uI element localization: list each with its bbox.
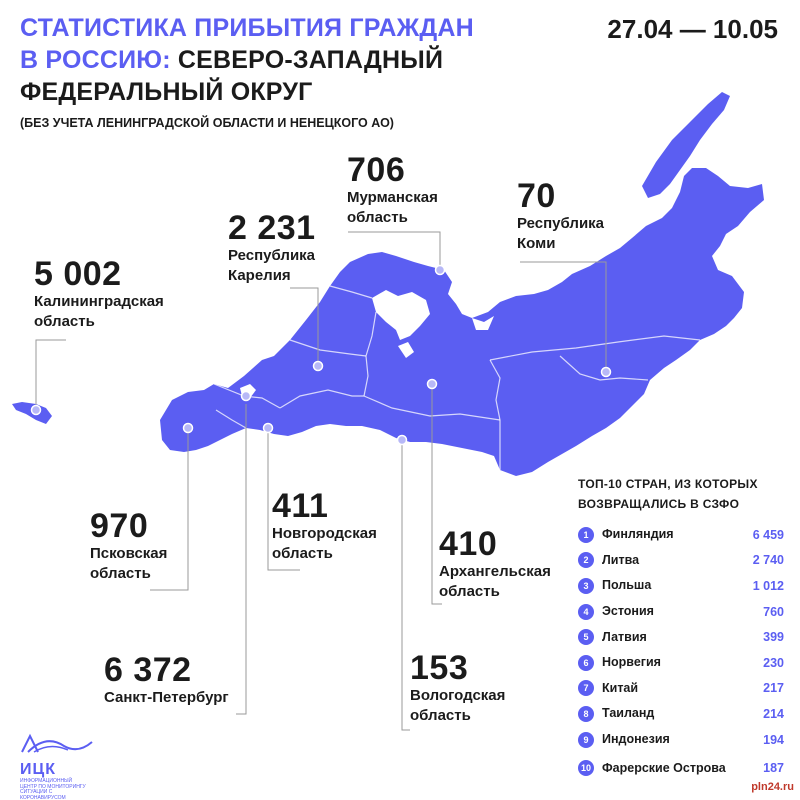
- marker-novgorod: [264, 424, 273, 433]
- top10-row: [578, 624, 784, 650]
- region-pskov: [90, 508, 180, 584]
- region-spb: [104, 652, 254, 708]
- country-name: Фарерские Острова: [602, 760, 726, 775]
- country-name: Латвия: [602, 629, 647, 644]
- country-value: 2 740: [752, 553, 784, 568]
- country-name: Китай: [602, 680, 639, 695]
- region-murmansk: [347, 152, 457, 228]
- region-value-vologda: 153: [410, 649, 469, 687]
- top10-row: [578, 573, 784, 599]
- region-name-pskov: Псковская область: [90, 545, 168, 582]
- subtitle: (БЕЗ УЧЕТА ЛЕНИНГРАДСКОЙ ОБЛАСТИ И НЕНЕЦКОГО АО): [20, 116, 394, 130]
- region-arkhangelsk: [439, 526, 569, 602]
- region-novgorod: [272, 488, 392, 564]
- country-value: 399: [763, 630, 784, 645]
- marker-komi: [602, 368, 611, 377]
- region-name-murmansk: Мурманская область: [347, 189, 438, 226]
- country-name: Эстония: [602, 604, 654, 619]
- country-name: Норвегия: [602, 655, 661, 670]
- rank-badge: 1: [578, 527, 594, 543]
- rank-badge: 3: [578, 578, 594, 594]
- top10-row: [578, 727, 784, 753]
- title-line-3: ФЕДЕРАЛЬНЫЙ ОКРУГ: [20, 78, 313, 106]
- region-name-kaliningrad: Калининградская область: [34, 293, 164, 330]
- title-line-2-accent: В РОССИЮ:: [20, 46, 171, 74]
- country-name: Индонезия: [602, 732, 670, 747]
- region-karelia: [228, 210, 328, 286]
- top10-row: [578, 522, 784, 548]
- region-value-murmansk: 706: [347, 151, 406, 189]
- country-value: 1 012: [752, 578, 784, 593]
- region-kaliningrad: [34, 256, 204, 332]
- top10-row: [578, 701, 784, 727]
- date-range: 27.04 — 10.05: [607, 14, 778, 44]
- top10-panel: [578, 474, 784, 784]
- region-name-novgorod: Новгородская область: [272, 525, 377, 562]
- marker-kaliningrad: [32, 406, 41, 415]
- country-name: Литва: [602, 552, 640, 567]
- leader-vologda: [402, 440, 410, 730]
- top10-row: [578, 752, 784, 784]
- region-name-karelia: Республика Карелия: [228, 247, 316, 284]
- title-line-2-dark: СЕВЕРО-ЗАПАДНЫЙ: [170, 46, 444, 74]
- top10-row: [578, 650, 784, 676]
- top10-row: [578, 676, 784, 702]
- marker-pskov: [184, 424, 193, 433]
- marker-vologda: [398, 436, 407, 445]
- country-value: 760: [763, 604, 784, 619]
- region-name-arkhangelsk: Архангельская область: [439, 563, 551, 600]
- country-value: 194: [763, 732, 784, 747]
- leader-kaliningrad: [36, 340, 66, 410]
- country-value: 214: [763, 706, 784, 721]
- logo: [20, 732, 110, 800]
- title-line-1: СТАТИСТИКА ПРИБЫТИЯ ГРАЖДАН: [20, 14, 474, 42]
- top10-row: [578, 599, 784, 625]
- country-name: Таиланд: [602, 706, 655, 721]
- rank-badge: 6: [578, 655, 594, 671]
- country-name: Финляндия: [602, 527, 674, 542]
- marker-murmansk: [436, 266, 445, 275]
- marker-arkhangelsk: [428, 380, 437, 389]
- region-name-spb: Санкт-Петербург: [104, 689, 229, 706]
- rank-badge: 10: [578, 760, 594, 776]
- top10-list: [578, 522, 784, 784]
- rank-badge: 2: [578, 552, 594, 568]
- top10-title: ТОП-10 СТРАН, ИЗ КОТОРЫХ ВОЗВРАЩАЛИСЬ В СЗФО: [578, 477, 758, 511]
- rank-badge: 7: [578, 680, 594, 696]
- rank-badge: 8: [578, 706, 594, 722]
- watermark: pln24.ru: [751, 781, 794, 793]
- country-value: 217: [763, 681, 784, 696]
- country-value: 6 459: [752, 527, 784, 542]
- marker-karelia: [314, 362, 323, 371]
- region-name-komi: Республика Коми: [517, 215, 605, 252]
- country-name: Польша: [602, 578, 652, 593]
- rank-badge: 5: [578, 629, 594, 645]
- region-value-pskov: 970: [90, 507, 149, 545]
- logo-text: ИЦК: [20, 761, 56, 778]
- country-value: 187: [763, 761, 784, 776]
- region-value-arkhangelsk: 410: [439, 525, 498, 563]
- rank-badge: 9: [578, 732, 594, 748]
- top10-row: [578, 548, 784, 574]
- rank-badge: 4: [578, 604, 594, 620]
- country-value: 230: [763, 655, 784, 670]
- region-vologda: [410, 650, 520, 726]
- region-komi: [517, 178, 617, 254]
- region-value-karelia: 2 231: [228, 209, 316, 247]
- region-value-komi: 70: [517, 177, 556, 215]
- logo-caption: ИНФОРМАЦИОННЫЙ ЦЕНТР ПО МОНИТОРИНГУ СИТУАЦИИ С КОРОНАВИРУСОМ: [20, 778, 86, 800]
- region-value-kaliningrad: 5 002: [34, 255, 122, 293]
- region-value-novgorod: 411: [272, 487, 329, 525]
- region-name-vologda: Вологодская область: [410, 687, 506, 724]
- region-value-spb: 6 372: [104, 651, 192, 689]
- marker-spb: [242, 392, 251, 401]
- logo-wave-icon: [20, 732, 96, 756]
